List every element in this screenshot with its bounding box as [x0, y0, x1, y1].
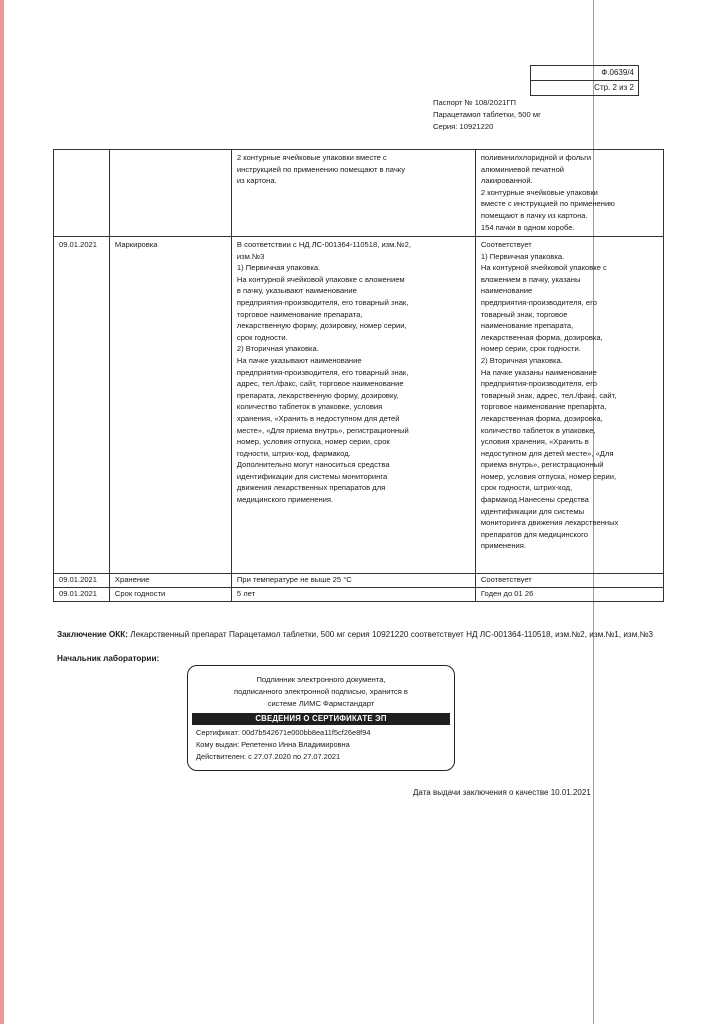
- head-of-laboratory-label: Начальник лаборатории:: [57, 654, 160, 663]
- certificate-info-bar: СВЕДЕНИЯ О СЕРТИФИКАТЕ ЭП: [192, 713, 450, 725]
- certificate-validity: Действителен: с 27.07.2020 по 27.07.2021: [196, 752, 341, 761]
- date-cell: 09.01.2021: [54, 588, 110, 602]
- product-name: Парацетамол таблетки, 500 мг: [433, 110, 541, 119]
- certificate-number: Сертификат: 00d7b542671e000bb8ea11f5cf26e8f94: [196, 728, 371, 737]
- passport-number: Паспорт № 108/2021ГП: [433, 98, 516, 107]
- stamp-line: Подлинник электронного документа,: [256, 675, 386, 684]
- certificate-owner: Кому выдан: Репетенко Инна Владимировна: [196, 740, 350, 749]
- table-row: [54, 588, 664, 602]
- requirement-cell: 5 лет: [231, 588, 475, 602]
- table-row: [54, 150, 664, 237]
- table-row: [54, 574, 664, 588]
- conclusion-label: Заключение ОКК:: [57, 630, 128, 639]
- quality-table: [53, 149, 664, 602]
- date-cell: 09.01.2021: [54, 574, 110, 588]
- conclusion-text: Лекарственный препарат Парацетамол таблетки, 500 мг серия 10921220 соответствует НД ЛС-001364-110518, изм.№2, изм.№1, изм.№3: [127, 630, 653, 639]
- stamp-line: системе ЛИМС Фармстандарт: [267, 699, 375, 708]
- result-cell: Годен до 01 26: [475, 588, 663, 602]
- requirement-cell: При температуре не выше 25 °С: [231, 574, 475, 588]
- batch-number: Серия: 10921220: [433, 122, 494, 131]
- indicator-cell: Маркировка: [109, 237, 231, 574]
- page-number: Стр. 2 из 2: [531, 80, 638, 95]
- conclusion-block: [57, 629, 657, 641]
- form-code-box: [530, 65, 639, 96]
- result-cell: Соответствует 1) Первичная упаковка. На контурной ячейковой упаковке с вложением в пачку, указаны наименование предприятия-производителя, его товарный знак, торговое наименование препарата, лекарственная форма, дозировка, номер серии, срок годности. 2) Вторичная упаковка. На пачке указаны наименование предприятия-производителя, его товарный знак, адрес, тел./факс, сайт, торговое наименование препарата, лекарственная форма, дозировка, количество таблеток в упаковке, условия хранения, «Хранить в недоступном для детей месте», «Для приема внутрь», регистрационный номер, условия отпуска, номер серии, срок годности, штрих-код, фармакод.Нанесены средства идентификации для системы мониторинга движения лекарственных препаратов для медицинского применения.: [475, 237, 663, 574]
- date-cell: 09.01.2021: [54, 237, 110, 574]
- scan-red-edge: [0, 0, 4, 1024]
- indicator-cell: [109, 150, 231, 237]
- requirement-cell: 2 контурные ячейковые упаковки вместе с инструкцией по применению помещают в пачку из картона.: [231, 150, 475, 237]
- passport-info: [433, 97, 541, 133]
- stamp-line: подписанного электронной подписью, хранится в: [234, 687, 408, 696]
- table-row: [54, 237, 664, 574]
- electronic-signature-stamp: [187, 665, 455, 771]
- indicator-cell: Срок годности: [109, 588, 231, 602]
- result-cell: поливинилхлоридной и фольги алюминиевой печатной лакированной. 2 контурные ячейковые упаковки вместе с инструкцией по применению помещают в пачку из картона. 154 пачки в одном коробе.: [475, 150, 663, 237]
- date-cell: [54, 150, 110, 237]
- form-code: Ф.0639/4: [601, 68, 634, 77]
- result-cell: Соответствует: [475, 574, 663, 588]
- requirement-cell: В соответствии с НД ЛС-001364-110518, изм.№2, изм.№3 1) Первичная упаковка. На контурной ячейковой упаковке с вложением в пачку, указывают наименование предприятия-производителя, его товарный знак, торговое наименование препарата, лекарственную форму, дозировку, номер серии, срок годности. 2) Вторичная упаковка. На пачке указывают наименование предприятия-производителя, его товарный знак, адрес, тел./факс, сайт, торговое наименование препарата, лекарственную форму, дозировку, количество таблеток в упаковке, условия хранения, «Хранить в недоступном для детей месте», «Для приема внутрь», регистрационный номер, условия отпуска, номер серии, срок годности, штрих-код, фармакод. Дополнительно могут наноситься средства идентификации для системы мониторинга движения лекарственных препаратов для медицинского применения.: [231, 237, 475, 574]
- indicator-cell: Хранение: [109, 574, 231, 588]
- issue-date: Дата выдачи заключения о качестве 10.01.2021: [413, 788, 591, 797]
